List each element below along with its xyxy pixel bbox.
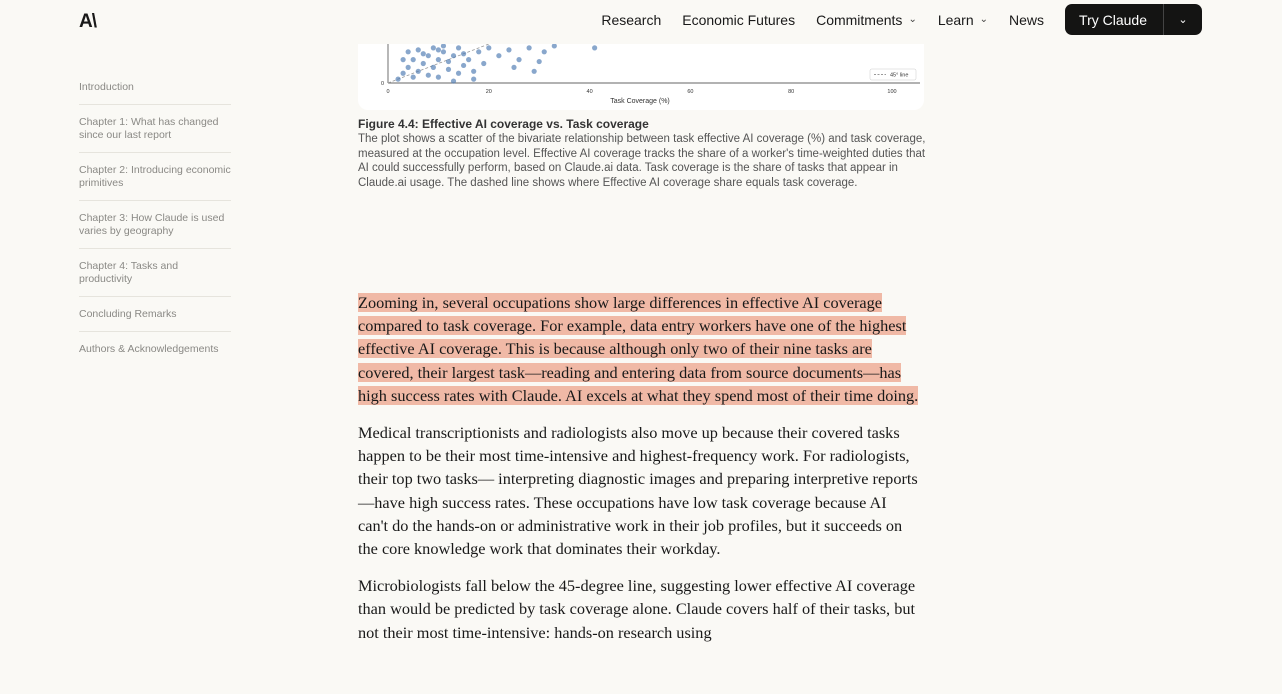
nav-label: News xyxy=(1009,11,1045,28)
data-point xyxy=(426,73,431,78)
data-point xyxy=(416,69,421,74)
table-of-contents xyxy=(79,80,231,376)
data-point xyxy=(516,57,521,62)
data-point xyxy=(496,53,501,58)
figure-caption xyxy=(358,117,928,191)
data-point xyxy=(476,49,481,54)
x-tick-label: 80 xyxy=(788,89,795,95)
try-claude-button[interactable] xyxy=(1065,4,1202,35)
nav-label: Commitments xyxy=(816,11,903,28)
data-point xyxy=(395,77,400,82)
data-point xyxy=(401,71,406,76)
data-point xyxy=(446,67,451,72)
data-point xyxy=(446,59,451,64)
anthropic-logo[interactable]: A\ xyxy=(79,11,96,32)
data-point xyxy=(411,57,416,62)
data-point xyxy=(456,71,461,76)
data-point xyxy=(421,61,426,66)
caption-title: Figure 4.4: Effective AI coverage vs. Task coverage xyxy=(358,117,649,131)
paragraph xyxy=(358,291,920,407)
data-point xyxy=(441,49,446,54)
data-point xyxy=(426,53,431,58)
x-axis-label: Task Coverage (%) xyxy=(610,98,670,105)
toc-chapter-1[interactable]: Chapter 1: What has changed since our last report xyxy=(79,115,231,153)
data-point xyxy=(552,44,557,49)
data-point xyxy=(451,53,456,58)
paragraph: Medical transcriptionists and radiologists also move up because their covered tasks happen to be their most time-intensive and highest-frequency work. For radiologists, their top two tasks— interpreting diagnostic images and preparing interpretive reports—have high success rates. These occupations have low task coverage because AI can't do the hands-on or administrative work in their job profiles, but it succeeds on the core knowledge work that dominates their workday. xyxy=(358,423,918,559)
data-point xyxy=(436,75,441,80)
data-point xyxy=(486,45,491,50)
nav-label: Learn xyxy=(937,11,974,28)
toc-introduction[interactable]: Introduction xyxy=(79,80,231,105)
data-point xyxy=(471,69,476,74)
nav-commitments[interactable] xyxy=(816,12,917,28)
toc-chapter-3[interactable]: Chapter 3: How Claude is used varies by geography xyxy=(79,211,231,249)
data-point xyxy=(406,65,411,70)
chevron-down-icon[interactable]: ⌄ xyxy=(1178,14,1188,26)
top-nav xyxy=(0,0,1282,44)
x-tick-label: 60 xyxy=(687,89,694,95)
toc-chapter-4[interactable]: Chapter 4: Tasks and productivity xyxy=(79,259,231,297)
data-point xyxy=(481,61,486,66)
data-point xyxy=(471,77,476,82)
data-point xyxy=(506,47,511,52)
data-point xyxy=(436,57,441,62)
data-point xyxy=(451,78,456,83)
scatter-svg xyxy=(358,44,924,110)
data-point xyxy=(532,69,537,74)
nav-news[interactable] xyxy=(1009,12,1044,28)
data-point xyxy=(401,57,406,62)
x-tick-label: 20 xyxy=(485,89,492,95)
data-point xyxy=(592,45,597,50)
nav-learn[interactable] xyxy=(938,12,988,28)
x-tick-label: 100 xyxy=(887,89,897,95)
toc-concluding-remarks[interactable]: Concluding Remarks xyxy=(79,307,231,332)
nav-label: Economic Futures xyxy=(682,11,796,28)
paragraph: Microbiologists fall below the 45-degree line, suggesting lower effective AI coverage than would be predicted by task coverage alone. Claude covers half of their tasks, but not their most time-intensive: hands-on research using xyxy=(358,576,916,642)
scatter-chart xyxy=(358,44,924,110)
data-point xyxy=(466,57,471,62)
toc-chapter-2[interactable]: Chapter 2: Introducing economic primitives xyxy=(79,163,231,201)
y-tick-label: 0 xyxy=(380,81,384,87)
chevron-down-icon: ⌄ xyxy=(979,14,989,25)
data-point xyxy=(416,47,421,52)
data-point xyxy=(406,49,411,54)
toc-authors[interactable]: Authors & Acknowledgements xyxy=(79,343,219,355)
highlighted-text: Zooming in, several occupations show large differences in effective AI coverage compared to task coverage. For example, data entry workers have one of the highest effective AI coverage. This is because although only two of their nine tasks are covered, their largest task—reading and entering data from source documents—has high success rates with Claude. AI excels at what they spend most of their time doing. xyxy=(358,293,919,405)
chevron-down-icon: ⌄ xyxy=(908,14,917,25)
data-point xyxy=(436,47,441,52)
data-point xyxy=(441,44,446,49)
data-point xyxy=(431,45,436,50)
x-tick-label: 40 xyxy=(586,89,593,95)
try-claude-label[interactable]: Try Claude xyxy=(1065,4,1164,35)
data-point xyxy=(431,65,436,70)
legend-label: 45° line xyxy=(890,72,909,79)
data-point xyxy=(456,45,461,50)
data-point xyxy=(537,59,542,64)
data-point xyxy=(542,49,547,54)
data-point xyxy=(421,51,426,56)
data-point xyxy=(511,65,516,70)
article-body xyxy=(358,291,920,658)
data-point xyxy=(411,75,416,80)
x-tick-label: 0 xyxy=(386,89,390,95)
nav-research[interactable] xyxy=(601,12,661,28)
data-point xyxy=(461,51,466,56)
data-point xyxy=(461,63,466,68)
nav-economic-futures[interactable] xyxy=(682,12,795,28)
data-point xyxy=(527,45,532,50)
nav-label: Research xyxy=(601,11,662,28)
caption-text: The plot shows a scatter of the bivariate relationship between task effective AI coverage (%) and task coverage, measured at the occupation level. Effective AI coverage tracks the share of a worker's time-weighted duties that AI could successfully perform, based on Claude.ai data. Task coverage is the share of tasks that appear in Claude.ai usage. The dashed line shows where Effective AI coverage share equals task coverage. xyxy=(358,132,926,190)
